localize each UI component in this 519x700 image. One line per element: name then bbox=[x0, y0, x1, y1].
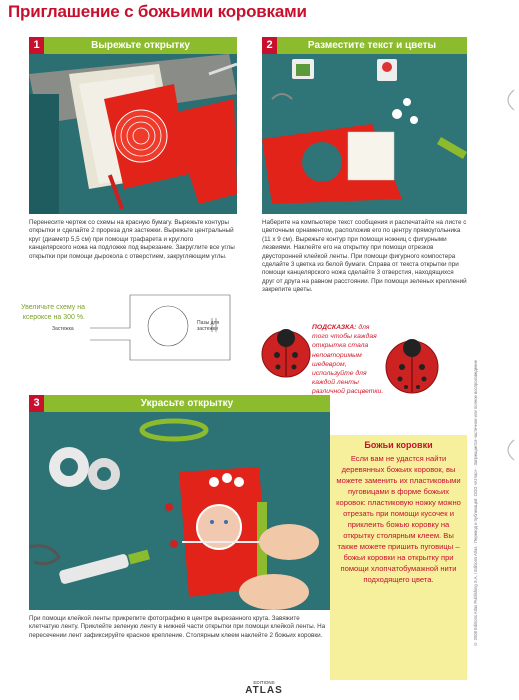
step-1-text: Перенесите чертеж со схемы на красную бумагу. Вырежьте контуры открытки и сделайте 2 прореза для застежки. Вырежьте центральный круг (диаметр 5,5 см) при помощи трафарета и круглого канцелярского ножа на подложке под вырезание. Закруглите все углы открытки при помощи дырокола с отверстием, закругляющим углы. bbox=[29, 219, 235, 260]
tip-note bbox=[312, 323, 384, 397]
step-2-text: Наберите на компьютере текст сообщения и распечатайте на листе с цветочным орнаментом, расположив его по центру прямоугольника (11 x 9 см). Вырежьте контур при помощи ножниц с фигурными лезвиями. Наклейте его на открытку при помощи отрезков двусторонней клейкой ленты. При помощи фигурного компостера сделайте 3 цветка из белой бумаги. Справа от текста открытки при помощи канцелярского ножа сделайте 3 отверстия, находящихся друг от друга на равном расстоянии. При помощи зеленых креплений закрепите цветы. bbox=[262, 219, 467, 294]
tip-label: ПОДСКАЗКА: bbox=[312, 324, 357, 331]
logo-small-text: EDITIONS bbox=[253, 680, 275, 685]
sidebar-title: Божьи коровки bbox=[364, 440, 433, 450]
step-2-header: Разместите текст и цветы bbox=[277, 37, 467, 54]
ladybug-illustration-2 bbox=[384, 337, 440, 400]
step-1-number: 1 bbox=[29, 37, 44, 54]
binder-marks bbox=[494, 80, 519, 530]
step-1-header: Вырежьте открытку bbox=[44, 37, 237, 54]
clasp-label: Застежка bbox=[52, 326, 74, 332]
step-3-text: При помощи клейкой ленты прикрепите фотографию в центре вырезанного круга. Завяжите клетчатую ленту. Приклейте зеленую ленту в нижней части открытки при помощи клейкой ленты. На пересечении лент зафиксируйте красное крепление. Столярным клеем наклейте 2 божьих коровки. bbox=[29, 615, 326, 639]
step-2-number: 2 bbox=[262, 37, 277, 54]
step-1-photo bbox=[29, 54, 237, 214]
template-diagram bbox=[90, 290, 240, 375]
step-2-photo bbox=[262, 54, 467, 214]
slots-label: Пазы для застежки bbox=[197, 320, 220, 332]
ladybug-illustration-1 bbox=[260, 328, 312, 385]
enlarge-note: Увеличьте схему на ксероксе на 300 %. bbox=[21, 304, 85, 321]
page-title: Приглашение с божьими коровками bbox=[8, 2, 307, 21]
logo-big-text: ATLAS bbox=[245, 685, 283, 696]
tip-text: для того чтобы каждая открытка стала неповторимым шедевром, используйте для каждой ленты различной расцветки. bbox=[312, 324, 384, 396]
vertical-copyright bbox=[473, 360, 485, 680]
step-3-photo bbox=[29, 412, 330, 610]
publisher-logo bbox=[224, 680, 304, 700]
step-3-number: 3 bbox=[29, 395, 44, 412]
sidebar-text: Если вам не удастся найти деревянных божьих коровок, вы можете заменить их пластиковыми пуговицами в форме божьих коровок: пластиковую ножку можно отрезать при помощи кусочек и приклеить божью коровку на открытку столярным клеем. Вы также можете пришить пуговицы – божьи коровки на открытку при помощи хлопчатобумажной нити подходящего цвета. bbox=[336, 454, 461, 584]
vertical-copyright-text: © 2008 Editions Atlas Publishing S.A. / Editions Atlas · Перевод и публикация: ООО «Атлас» · Запрещается частичное или полное воспроизведение bbox=[473, 360, 478, 647]
step-3-header: Украсьте открытку bbox=[44, 395, 330, 412]
